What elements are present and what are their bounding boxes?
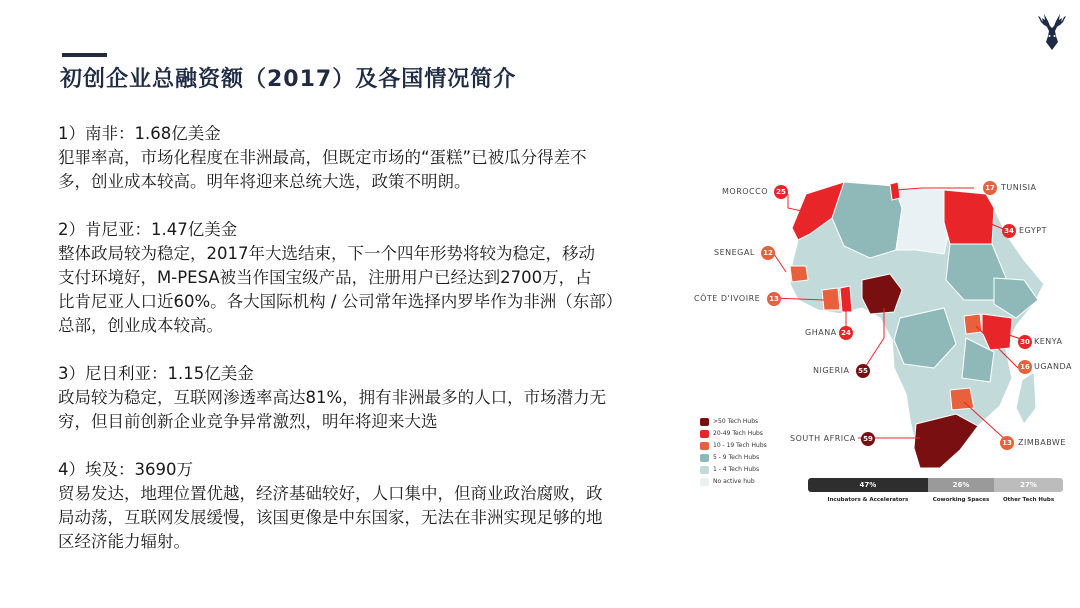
stag-logo-icon [1034,12,1070,52]
legend-label: >50 Tech Hubs [713,418,759,425]
region-tunisia [890,182,900,200]
section-egypt [58,458,698,554]
badge-tunisia: 17 [983,181,997,195]
section-line: 多，创业成本较高。明年将迎来总统大选，政策不明朗。 [58,172,471,191]
map-legend [700,416,767,488]
breakdown-segment-coworking: 26% [928,478,994,492]
section-line: 犯罪率高，市场化程度在非洲最高，但既定市场的“蛋糕”已被瓜分得差不 [58,148,587,167]
section-line: 支付环境好，M-PESA被当作国宝级产品，注册用户已经达到2700万，占 [58,268,592,287]
legend-label: No active hub [713,478,755,485]
label-cote-divoire: CÔTE D'IVOIRE [694,294,761,303]
legend-label: 20-49 Tech Hubs [713,430,763,437]
badge-egypt: 34 [1002,224,1016,238]
badge-zimbabwe: 13 [1000,436,1014,450]
legend-item [700,464,767,476]
section-heading: 2）肯尼亚：1.47亿美金 [58,220,238,239]
section-line: 穷，但目前创新企业竞争异常激烈，明年将迎来大选 [58,412,438,431]
hub-type-breakdown [808,478,1063,503]
label-south-africa: SOUTH AFRICA [790,434,856,443]
section-line: 局动荡，互联网发展缓慢，该国更像是中东国家，无法在非洲实现足够的地 [58,508,603,527]
label-kenya: KENYA [1034,337,1063,346]
section-line: 政局较为稳定，互联网渗透率高达81%，拥有非洲最多的人口，市场潜力无 [58,388,607,407]
badge-kenya: 30 [1018,335,1032,349]
region-ivory-coast [822,288,840,310]
badge-cote-divoire: 13 [767,292,781,306]
badge-senegal: 12 [761,246,775,260]
badge-south-africa: 59 [861,432,875,446]
breakdown-labels [808,497,1063,503]
breakdown-segment-other: 27% [994,478,1063,492]
slide-title: 初创企业总融资额（2017）及各国情况简介 [60,67,517,92]
section-line: 贸易发达，地理位置优越，经济基础较好，人口集中，但商业政治腐败，政 [58,484,603,503]
breakdown-label: Incubators & Accelerators [827,497,909,503]
label-morocco: MOROCCO [722,187,769,196]
badge-morocco: 25 [774,185,788,199]
legend-item [700,428,767,440]
breakdown-segment-incubators: 47% [808,478,928,492]
breakdown-bar [808,478,1063,492]
region-libya [894,186,950,254]
label-zimbabwe: ZIMBABWE [1018,438,1066,447]
section-heading: 1）南非：1.68亿美金 [58,124,221,143]
country-summaries [58,122,698,578]
region-uganda [964,314,982,334]
region-south-africa [914,414,978,468]
legend-swatch [700,418,709,426]
section-line: 总部，创业成本较高。 [58,316,223,335]
section-heading: 3）尼日利亚：1.15亿美金 [58,364,254,383]
label-ghana: GHANA [805,328,837,337]
legend-swatch [700,442,709,450]
badge-ghana: 24 [839,326,853,340]
legend-label: 5 - 9 Tech Hubs [713,454,760,461]
label-egypt: EGYPT [1019,226,1047,235]
region-senegal [790,266,808,282]
legend-item [700,416,767,428]
legend-item [700,452,767,464]
label-nigeria: NIGERIA [813,366,850,375]
legend-label: 10 - 19 Tech Hubs [713,442,767,449]
breakdown-label: Coworking Spaces [932,497,990,503]
label-tunisia: TUNISIA [1001,183,1037,192]
legend-swatch [700,430,709,438]
breakdown-label: Other Tech Hubs [1002,497,1055,503]
legend-label: 1 - 4 Tech Hubs [713,466,760,473]
region-zimbabwe [950,388,974,410]
section-south-africa [58,122,698,194]
section-line: 比肯尼亚人口近60%。各大国际机构 / 公司常年选择内罗毕作为非洲（东部） [58,292,623,311]
label-uganda: UGANDA [1034,362,1073,371]
section-kenya [58,218,698,338]
region-madagascar [1016,372,1036,424]
legend-swatch [700,466,709,474]
legend-swatch [700,454,709,462]
legend-item [700,476,767,488]
section-line: 区经济能力辐射。 [58,532,190,551]
legend-swatch [700,478,709,486]
title-accent-bar [62,53,107,57]
legend-item [700,440,767,452]
badge-uganda: 16 [1018,360,1032,374]
label-senegal: SENEGAL [714,248,755,257]
region-egypt [944,190,994,244]
section-heading: 4）埃及：3690万 [58,460,193,479]
section-nigeria [58,362,698,434]
badge-nigeria: 55 [856,364,870,378]
section-line: 整体政局较为稳定，2017年大选结束，下一个四年形势将较为稳定，移动 [58,244,595,263]
